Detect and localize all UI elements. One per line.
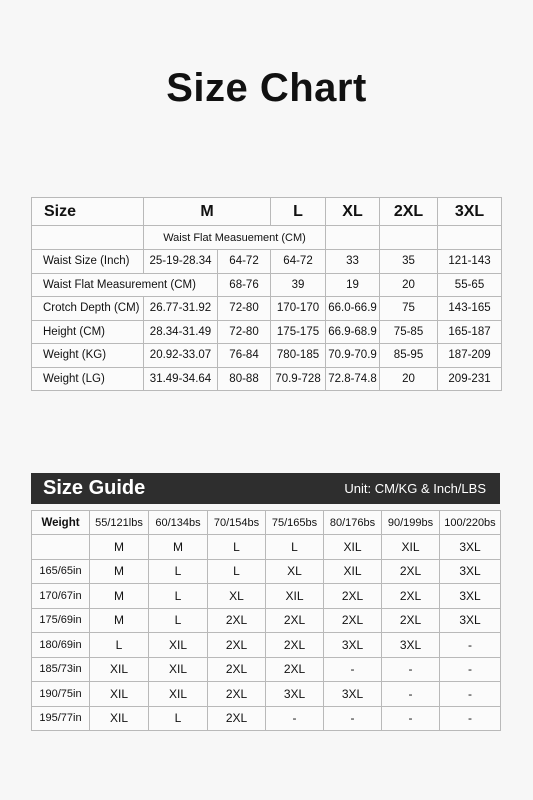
- size-header: Size: [32, 198, 144, 226]
- size-cell: XIL: [90, 657, 149, 682]
- size-cell: 3XL: [440, 559, 501, 584]
- height-label: [32, 535, 90, 560]
- table-row: [32, 367, 502, 391]
- size-cell: 3XL: [382, 633, 440, 658]
- size-cell: 2XL: [208, 657, 266, 682]
- table-cell: 165-187: [438, 320, 502, 344]
- height-label: 170/67in: [32, 584, 90, 609]
- table-cell: 75-85: [380, 320, 438, 344]
- table-cell: 66.9-68.9: [326, 320, 380, 344]
- size-cell: XIL: [90, 706, 149, 731]
- size-cell: XIL: [382, 535, 440, 560]
- size-cell: M: [90, 584, 149, 609]
- weight-column-header: 100/220bs: [440, 511, 501, 535]
- size-cell: -: [440, 657, 501, 682]
- page-title: Size Chart: [166, 66, 367, 110]
- size-xl-header: XL: [326, 198, 380, 226]
- table-cell: 85-95: [380, 344, 438, 368]
- weight-column-header: 70/154bs: [208, 511, 266, 535]
- row-label: Crotch Depth (CM): [32, 297, 144, 321]
- row-label: Waist Size (Inch): [32, 250, 144, 274]
- table-cell: 143-165: [438, 297, 502, 321]
- size-cell: L: [208, 559, 266, 584]
- table-cell: 80-88: [218, 367, 271, 391]
- weight-column-header: 90/199bs: [382, 511, 440, 535]
- table-cell: 55-65: [438, 273, 502, 297]
- weight-header: Weight: [32, 511, 90, 535]
- table-cell: 20: [380, 367, 438, 391]
- size-cell: L: [208, 535, 266, 560]
- size-cell: XIL: [324, 559, 382, 584]
- size-cell: 2XL: [324, 608, 382, 633]
- table-row: [32, 559, 501, 584]
- size-cell: M: [149, 535, 208, 560]
- size-cell: -: [440, 682, 501, 707]
- unit-label: Unit: CM/KG & Inch/LBS: [344, 481, 486, 496]
- size-chart-table: [31, 197, 502, 391]
- table-cell: 72.8-74.8: [326, 367, 380, 391]
- table-cell: 64-72: [271, 250, 326, 274]
- size-cell: 2XL: [266, 633, 324, 658]
- table-row: [32, 250, 502, 274]
- table-cell: 75: [380, 297, 438, 321]
- size-cell: M: [90, 608, 149, 633]
- size-cell: 2XL: [266, 608, 324, 633]
- table-cell: 66.0-66.9: [326, 297, 380, 321]
- height-label: 175/69in: [32, 608, 90, 633]
- row-label: Height (CM): [32, 320, 144, 344]
- size-cell: 2XL: [208, 633, 266, 658]
- table-cell: 72-80: [218, 297, 271, 321]
- row-label: Waist Flat Measurement (CM): [32, 273, 218, 297]
- size-cell: 3XL: [324, 682, 382, 707]
- size-cell: M: [90, 559, 149, 584]
- table-row: [32, 657, 501, 682]
- size-cell: 2XL: [382, 584, 440, 609]
- size-cell: L: [149, 584, 208, 609]
- size-guide-title: Size Guide: [43, 477, 146, 499]
- size-cell: 3XL: [266, 682, 324, 707]
- size-cell: 2XL: [208, 608, 266, 633]
- table-cell: 35: [380, 250, 438, 274]
- height-label: 165/65in: [32, 559, 90, 584]
- waist-flat-subheader: Waist Flat Measuement (CM): [144, 226, 326, 250]
- size-cell: 2XL: [324, 584, 382, 609]
- table-cell: 20: [380, 273, 438, 297]
- table-row: [32, 608, 501, 633]
- size-chart-subheader-row: [32, 226, 502, 250]
- size-cell: 3XL: [440, 608, 501, 633]
- size-guide-header-bar: [31, 473, 500, 504]
- height-label: 185/73in: [32, 657, 90, 682]
- size-cell: -: [324, 657, 382, 682]
- table-cell: 187-209: [438, 344, 502, 368]
- size-cell: XIL: [149, 657, 208, 682]
- size-cell: -: [382, 682, 440, 707]
- size-guide-table: [31, 510, 501, 731]
- size-cell: 2XL: [266, 657, 324, 682]
- size-cell: 2XL: [208, 706, 266, 731]
- size-cell: 2XL: [208, 682, 266, 707]
- table-row: [32, 706, 501, 731]
- table-cell: 20.92-33.07: [144, 344, 218, 368]
- table-cell: 121-143: [438, 250, 502, 274]
- table-row: [32, 297, 502, 321]
- size-l-header: L: [271, 198, 326, 226]
- size-m-header: M: [144, 198, 271, 226]
- size-cell: M: [90, 535, 149, 560]
- table-cell: 70.9-728: [271, 367, 326, 391]
- size-cell: -: [440, 633, 501, 658]
- size-cell: XIL: [149, 633, 208, 658]
- size-cell: L: [149, 559, 208, 584]
- table-cell: 33: [326, 250, 380, 274]
- size-cell: 3XL: [440, 535, 501, 560]
- size-chart-header-row: [32, 198, 502, 226]
- table-cell: 70.9-70.9: [326, 344, 380, 368]
- table-row: [32, 535, 501, 560]
- table-row: [32, 273, 502, 297]
- table-cell: 28.34-31.49: [144, 320, 218, 344]
- table-cell: 175-175: [271, 320, 326, 344]
- row-label: Weight (KG): [32, 344, 144, 368]
- size-cell: XIL: [266, 584, 324, 609]
- size-cell: L: [149, 706, 208, 731]
- size-cell: XIL: [149, 682, 208, 707]
- table-cell: 31.49-34.64: [144, 367, 218, 391]
- table-cell: 76-84: [218, 344, 271, 368]
- height-label: 180/69in: [32, 633, 90, 658]
- empty-cell: [380, 226, 438, 250]
- table-cell: 64-72: [218, 250, 271, 274]
- size-3xl-header: 3XL: [438, 198, 502, 226]
- size-cell: 3XL: [324, 633, 382, 658]
- size-cell: XIL: [90, 682, 149, 707]
- table-cell: 39: [271, 273, 326, 297]
- weight-column-header: 60/134bs: [149, 511, 208, 535]
- size-cell: 3XL: [440, 584, 501, 609]
- empty-cell: [32, 226, 144, 250]
- table-cell: 26.77-31.92: [144, 297, 218, 321]
- size-cell: 2XL: [382, 559, 440, 584]
- table-row: [32, 320, 502, 344]
- weight-column-header: 80/176bs: [324, 511, 382, 535]
- table-row: [32, 584, 501, 609]
- height-label: 195/77in: [32, 706, 90, 731]
- table-row: [32, 682, 501, 707]
- size-cell: -: [266, 706, 324, 731]
- size-2xl-header: 2XL: [380, 198, 438, 226]
- table-cell: 68-76: [218, 273, 271, 297]
- table-cell: 25-19-28.34: [144, 250, 218, 274]
- size-cell: -: [382, 657, 440, 682]
- height-label: 190/75in: [32, 682, 90, 707]
- table-row: [32, 344, 502, 368]
- size-cell: L: [149, 608, 208, 633]
- row-label: Weight (LG): [32, 367, 144, 391]
- table-cell: 170-170: [271, 297, 326, 321]
- weight-column-header: 55/121lbs: [90, 511, 149, 535]
- size-cell: L: [266, 535, 324, 560]
- table-cell: 72-80: [218, 320, 271, 344]
- table-row: [32, 633, 501, 658]
- size-cell: XIL: [324, 535, 382, 560]
- size-cell: -: [440, 706, 501, 731]
- weight-column-header: 75/165bs: [266, 511, 324, 535]
- table-cell: 780-185: [271, 344, 326, 368]
- size-cell: -: [324, 706, 382, 731]
- size-cell: XL: [266, 559, 324, 584]
- size-cell: XL: [208, 584, 266, 609]
- size-cell: L: [90, 633, 149, 658]
- size-guide-header-row: [32, 511, 501, 535]
- empty-cell: [326, 226, 380, 250]
- size-cell: -: [382, 706, 440, 731]
- empty-cell: [438, 226, 502, 250]
- size-cell: 2XL: [382, 608, 440, 633]
- table-cell: 209-231: [438, 367, 502, 391]
- table-cell: 19: [326, 273, 380, 297]
